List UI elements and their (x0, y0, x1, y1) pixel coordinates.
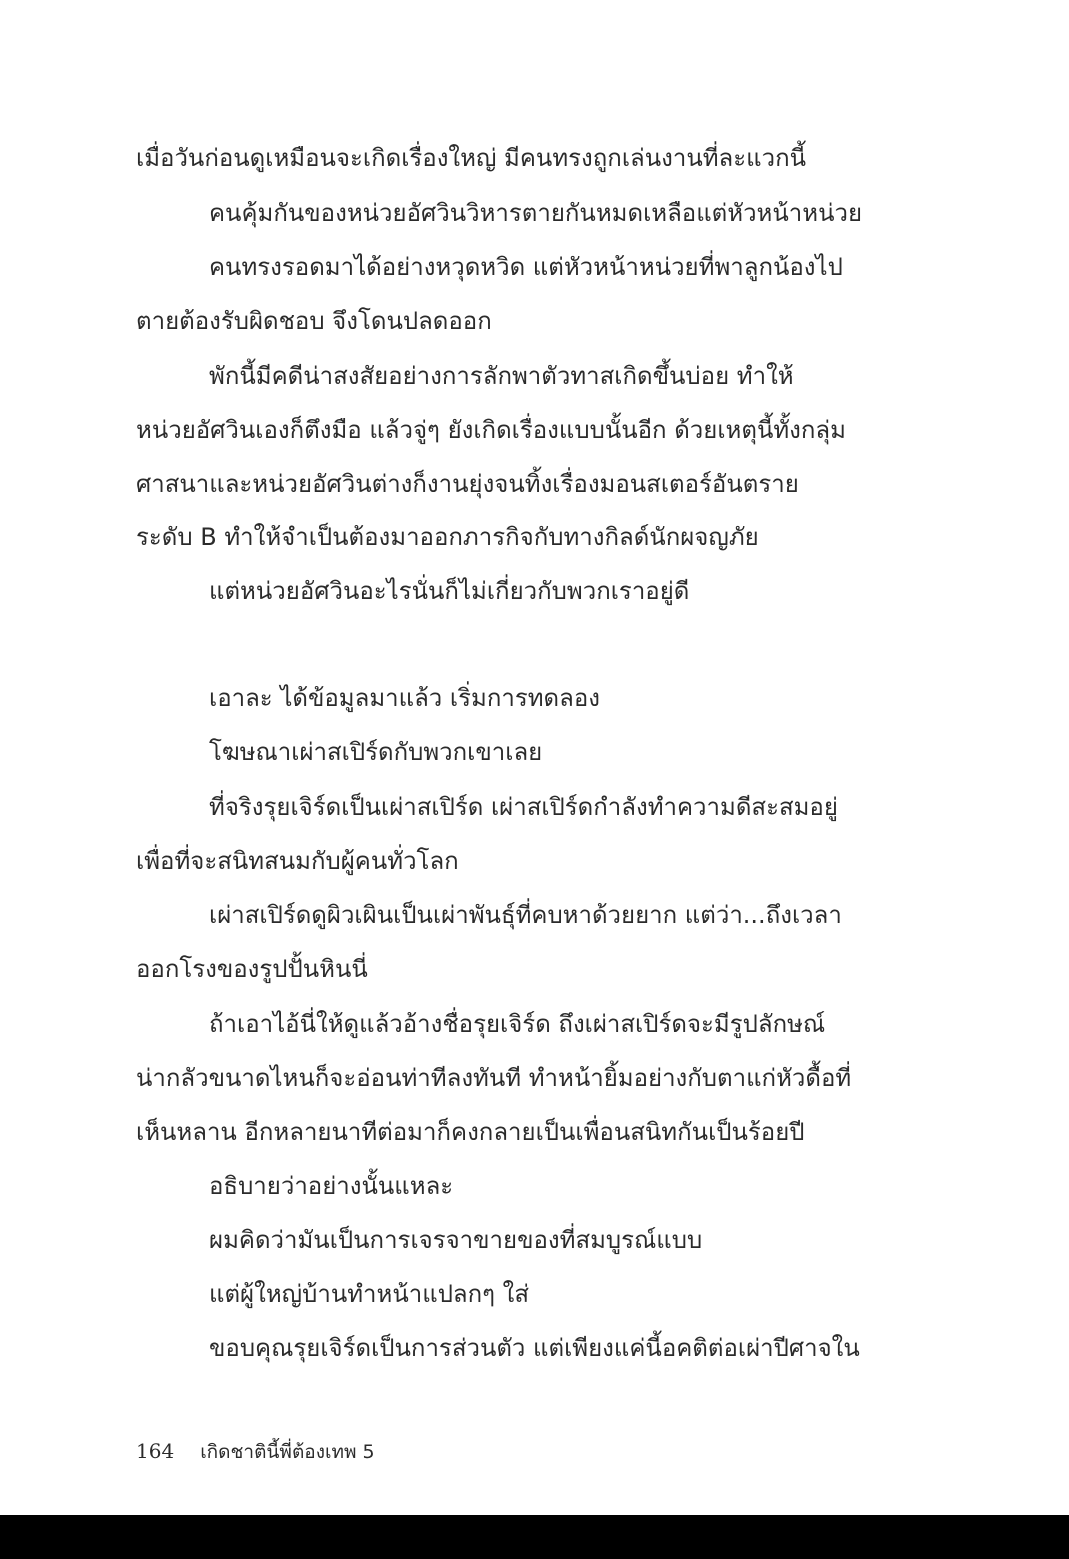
text-line: หน่วยอัศวินเองก็ตึงมือ แล้วจู่ๆ ยังเกิดเรื่องแบบนั้นอีก ด้วยเหตุนี้ทั้งกลุ่ม (136, 416, 846, 444)
book-title: เกิดชาตินี้พี่ต้องเทพ 5 (200, 1441, 375, 1463)
text-line: เพื่อที่จะสนิทสนมกับผู้คนทั่วโลก (136, 847, 459, 875)
text-line: พักนี้มีคดีน่าสงสัยอย่างการลักพาตัวทาสเกิดขึ้นบ่อย ทำให้ (209, 362, 794, 390)
text-line: ออกโรงของรูปปั้นหินนี่ (136, 955, 368, 983)
text-line: แต่ผู้ใหญ่บ้านทำหน้าแปลกๆ ใส่ (209, 1280, 530, 1308)
page-number: 164 (136, 1439, 175, 1463)
text-line: อธิบายว่าอย่างนั้นแหละ (209, 1172, 454, 1200)
text-line: ผมคิดว่ามันเป็นการเจรจาขายของที่สมบูรณ์แบบ (209, 1226, 703, 1254)
text-line: เอาละ ได้ข้อมูลมาแล้ว เริ่มการทดลอง (209, 684, 600, 712)
text-line: ถ้าเอาไอ้นี่ให้ดูแล้วอ้างชื่อรุยเจิร์ด ถึงเผ่าสเปิร์ดจะมีรูปลักษณ์ (209, 1010, 826, 1038)
text-line: เห็นหลาน อีกหลายนาทีต่อมาก็คงกลายเป็นเพื่อนสนิทกันเป็นร้อยปี (136, 1118, 805, 1146)
text-line: ศาสนาและหน่วยอัศวินต่างก็งานยุ่งจนทิ้งเรื่องมอนสเตอร์อันตราย (136, 470, 799, 498)
text-line: ระดับ B ทำให้จำเป็นต้องมาออกภารกิจกับทางกิลด์นักผจญภัย (136, 523, 759, 551)
page-footer (136, 1437, 375, 1466)
text-line: คนคุ้มกันของหน่วยอัศวินวิหารตายกันหมดเหลือแต่หัวหน้าหน่วย (209, 199, 863, 227)
text-line: โฆษณาเผ่าสเปิร์ดกับพวกเขาเลย (209, 738, 543, 766)
text-line: เมื่อวันก่อนดูเหมือนจะเกิดเรื่องใหญ่ มีคนทรงถูกเล่นงานที่ละแวกนี้ (136, 144, 807, 172)
text-line: ที่จริงรุยเจิร์ดเป็นเผ่าสเปิร์ด เผ่าสเปิร์ดกำลังทำความดีสะสมอยู่ (209, 793, 838, 821)
text-line: ขอบคุณรุยเจิร์ดเป็นการส่วนตัว แต่เพียงแค่นี้อคติต่อเผ่าปีศาจใน (209, 1334, 860, 1362)
text-line: แต่หน่วยอัศวินอะไรนั่นก็ไม่เกี่ยวกับพวกเราอยู่ดี (209, 577, 690, 605)
bottom-black-bar (0, 1515, 1069, 1559)
text-line: น่ากลัวขนาดไหนก็จะอ่อนท่าทีลงทันที ทำหน้ายิ้มอย่างกับตาแก่หัวดื้อที่ (136, 1064, 852, 1092)
text-line: คนทรงรอดมาได้อย่างหวุดหวิด แต่หัวหน้าหน่วยที่พาลูกน้องไป (209, 253, 843, 281)
text-line: เผ่าสเปิร์ดดูผิวเผินเป็นเผ่าพันธุ์ที่คบหาด้วยยาก แต่ว่า...ถึงเวลา (209, 901, 842, 929)
text-line: ตายต้องรับผิดชอบ จึงโดนปลดออก (136, 307, 492, 335)
